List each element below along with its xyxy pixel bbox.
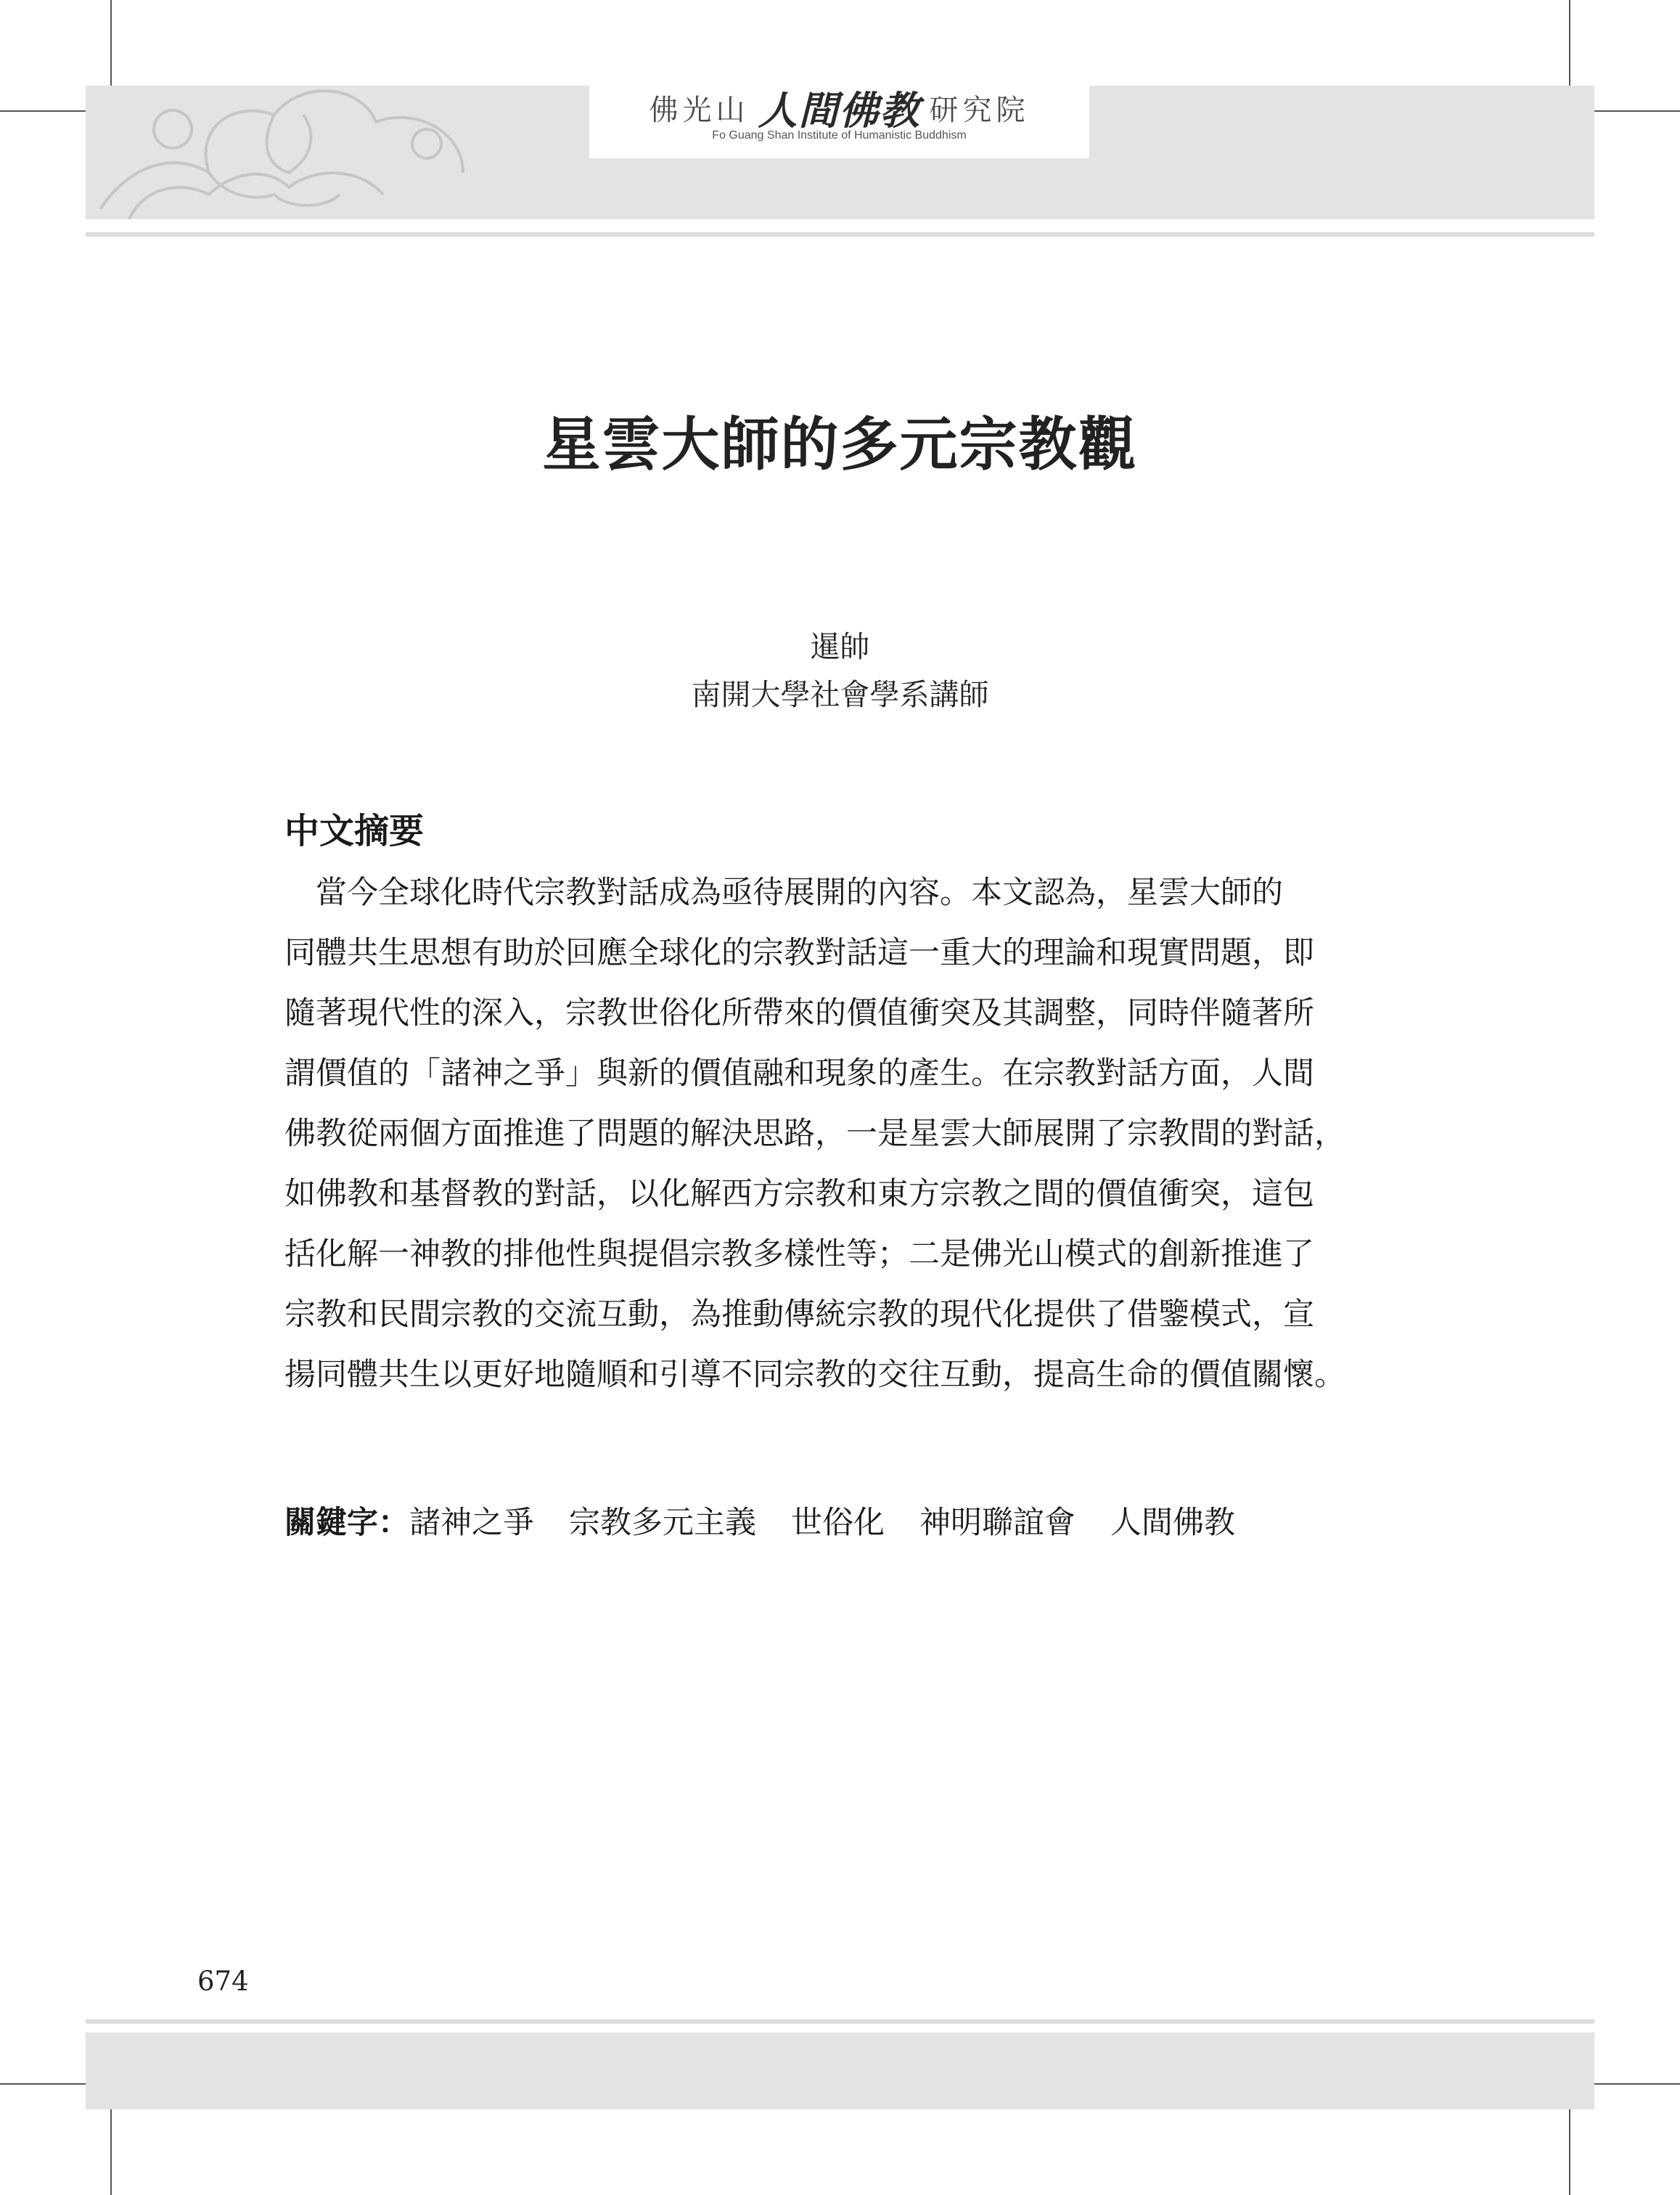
crop-mark <box>110 0 112 86</box>
crop-mark <box>1594 110 1680 112</box>
lotus-ornament-icon <box>86 86 492 219</box>
abstract-line: 謂價值的「諸神之爭」與新的價值融和現象的產生。在宗教對話方面，人間 <box>284 1055 1314 1092</box>
abstract-line: 揚同體共生以更好地隨順和引導不同宗教的交往互動，提高生命的價值關懷。 <box>284 1357 1345 1393</box>
abstract-line: 宗教和民間宗教的交流互動，為推動傳統宗教的現代化提供了借鑒模式，宣 <box>284 1296 1314 1333</box>
author-affiliation: 南開大學社會學系講師 <box>691 677 989 712</box>
keyword: 人間佛教 <box>1110 1505 1235 1541</box>
abstract-line: 如佛教和基督教的對話，以化解西方宗教和東方宗教之間的價值衝突，這包 <box>284 1176 1314 1212</box>
abstract-line: 隨著現代性的深入，宗教世俗化所帶來的價值衝突及其調整，同時伴隨著所 <box>284 995 1314 1031</box>
page-number: 674 <box>197 1966 249 1997</box>
header-divider <box>86 232 1594 237</box>
abstract-line: 括化解一神教的排他性與提倡宗教多樣性等；二是佛光山模式的創新推進了 <box>284 1236 1314 1272</box>
abstract-line: 當今全球化時代宗教對話成為亟待展開的內容。本文認為，星雲大師的 <box>284 875 1283 911</box>
logo-calligraphy: 人間佛教 <box>758 86 921 134</box>
logo-title <box>589 86 1089 134</box>
logo-suffix: 研究院 <box>929 93 1030 127</box>
logo-subtitle: Fo Guang Shan Institute of Humanistic Buddhism <box>712 129 967 142</box>
crop-mark <box>0 2083 86 2085</box>
keywords <box>284 1498 1270 1542</box>
abstract-heading: 中文摘要 <box>284 811 425 851</box>
crop-mark <box>1594 2083 1680 2085</box>
abstract-line: 佛教從兩個方面推進了問題的解決思路，一是星雲大師展開了宗教間的對話， <box>284 1116 1345 1152</box>
crop-mark <box>110 2109 112 2195</box>
keyword: 神明聯誼會 <box>919 1505 1075 1541</box>
footer-band <box>86 2032 1594 2109</box>
crop-mark <box>0 110 86 112</box>
footer-divider <box>86 2019 1594 2024</box>
keyword: 宗教多元主義 <box>569 1505 756 1541</box>
crop-mark <box>1569 0 1570 86</box>
article-title: 星雲大師的多元宗教觀 <box>542 410 1138 478</box>
abstract-line: 同體共生思想有助於回應全球化的宗教對話這一重大的理論和現實問題，即 <box>284 935 1314 971</box>
keyword: 世俗化 <box>791 1505 885 1541</box>
keyword: 諸神之爭 <box>409 1505 534 1541</box>
logo-prefix: 佛光山 <box>649 93 750 127</box>
crop-mark <box>1569 2109 1570 2195</box>
keywords-label: 關鍵字： <box>284 1505 409 1541</box>
author-name: 暹帥 <box>810 629 870 664</box>
institute-logo <box>589 86 1089 158</box>
